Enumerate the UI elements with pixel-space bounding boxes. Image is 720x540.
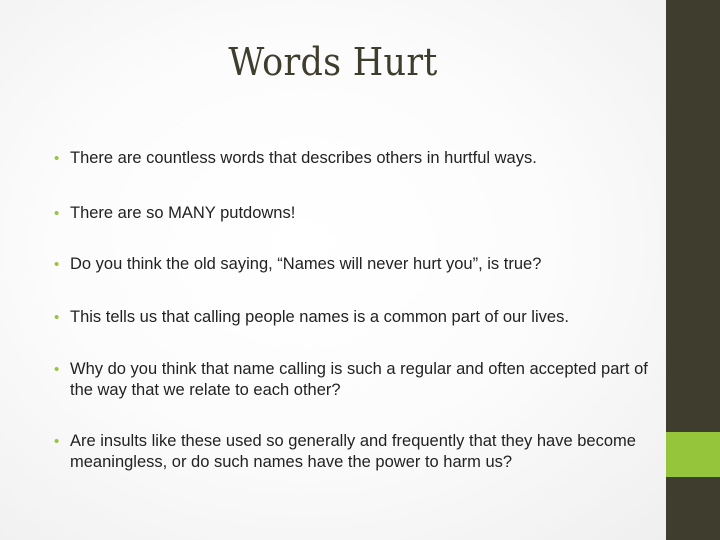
side-accent-block [666,432,720,477]
bullet-text: There are countless words that describes others in hurtful ways. [70,149,537,167]
bullet-item [52,203,295,224]
bullet-text: There are so MANY putdowns! [70,204,296,222]
bullet-item [52,148,537,169]
slide-title: Words Hurt [228,40,438,84]
bullet-text: Why do you think that name calling is such a regular and often accepted part of the way that we relate to each other? [70,360,648,399]
bullet-item [52,431,652,473]
bullet-item [52,359,652,401]
bullet-text: This tells us that calling people names is a common part of our lives. [70,308,569,326]
bullet-dot-icon: • [54,309,60,326]
bullet-item [52,307,569,328]
bullet-text: Do you think the old saying, “Names will never hurt you”, is true? [70,255,542,273]
bullet-dot-icon: • [54,256,60,273]
bullet-dot-icon: • [54,150,60,167]
bullet-dot-icon: • [54,361,60,378]
bullet-dot-icon: • [54,433,60,450]
bullet-item [52,254,541,275]
bullet-dot-icon: • [54,205,60,222]
bullet-text: Are insults like these used so generally and frequently that they have become meaningless, or do such names have the power to harm us? [70,432,636,471]
